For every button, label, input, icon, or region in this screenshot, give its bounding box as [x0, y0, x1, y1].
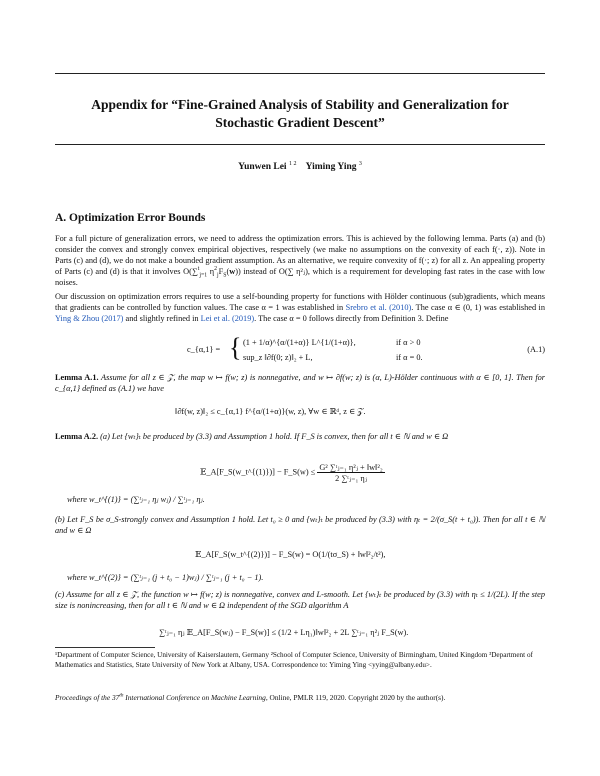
lemma-a2	[55, 431, 545, 442]
paragraph-1: For a full picture of generalization errors, we need to address the optimization errors. This is achieved by the following lemma. Parts (a) and (b) consider the convex and strongly convex empirical objectives, respectively (we make no assumptions on the convexity of each f(·, z)). Note in Parts (c) and (d), we do not make a bounded gradient assumption. As an alternative, we require convexity of f(·; z) for all z. An appealing property of Parts (c) and (d) is that it involves O(∑$^t_{j=1}$ $\eta^2_jF_S(w)$) instead of O(∑ η²ⱼ), which is a requirement for developing fast rates in the case with low noises.	[55, 234, 546, 288]
title-line-1: Appendix for “Fine-Grained Analysis of Stability and Generalization for	[91, 97, 509, 112]
proceedings-note	[55, 693, 545, 702]
equation-case-1: (1 + 1/α)^{α/(1+α)} L^{1/(1+α)},	[243, 338, 356, 347]
lemma-a2-part-c: (c) Assume for all z ∈ 𝒵, the function w ↦ f(w; z) is nonnegative, convex and L-smooth. Let {wₜ}ₜ be produced by (3.3) with ηₜ ≤ 1/(2L). If the step size is nonincreasing, then for all t ∈ ℕ and w ∈ Ω independent of the SGD algorithm A	[55, 590, 545, 611]
equation-number: (A.1)	[527, 345, 545, 354]
citation-link[interactable]: Lei et al. (2019)	[200, 314, 255, 324]
paper-page	[55, 0, 545, 776]
lemma-a2-equation-b: 𝔼_A[F_S(w_t^{(2)})] − F_S(w) = O(1/(tσ_S) + ‖w‖²₂/t²),	[195, 550, 386, 559]
equation-lhs: c_{α,1} =	[187, 345, 221, 354]
footnote-affiliations: ¹Department of Computer Science, University of Kaiserslautern, Germany ²School of Computer Science, University of Birmingham, United Kingdom ³Department of Mathematics and Statistics, State University of New York at Albany, USA. Correspondence to: Yiming Ying <yying@albany.edu>.	[55, 651, 533, 669]
lemma-part-a: (a) Let {wₜ}ₜ be produced by (3.3) and Assumption 1 hold. If F_S is convex, then for all t ∈ ℕ and w ∈ Ω	[100, 432, 449, 441]
paragraph-text: and slightly refined in	[125, 314, 199, 324]
author-name: Yunwen Lei	[238, 162, 287, 172]
equation-lhs: 𝔼_A[F_S(w_t^{(1)})] − F_S(w) ≤	[200, 467, 316, 477]
paragraph-text: . The case α = 0 follows directly from Definition 3. Define	[254, 314, 449, 324]
lemma-a1-equation: ‖∂f(w, z)‖₂ ≤ c_{α,1} f^{α/(1+α)}(w, z), ∀w ∈ ℝᵈ, z ∈ 𝒵.	[175, 407, 366, 416]
paragraph-text: instead of O(∑ η²ⱼ), which is a requirement for developing fast rates in the case with low noises.	[55, 267, 546, 288]
lemma-label: Lemma A.1.	[55, 373, 99, 382]
author-affiliation-marks: 3	[358, 160, 362, 167]
title-rule-bottom	[55, 144, 545, 145]
equation-case-2: sup_z ‖∂f(0; z)‖₂ + L,	[243, 353, 313, 362]
paragraph-2	[55, 291, 545, 324]
paragraph-text: . The case α ∈ (0, 1) was established in	[411, 303, 545, 313]
fraction-numerator: G² ∑ᵗⱼ₌₁ η²ⱼ + ‖w‖²₂	[319, 463, 383, 472]
lemma-a2-part-b: (b) Let F_S be σ_S-strongly convex and Assumption 1 hold. Let t₀ ≥ 0 and {wₜ}ₜ be produced by (3.3) with ηₜ = 2/(σ_S(t + t₀)). Then for all t ∈ ℕ and w ∈ Ω	[55, 515, 545, 536]
lemma-a2-equation-c: ∑ᵗⱼ₌₁ ηⱼ 𝔼_A[F_S(wⱼ) − F_S(w)] ≤ (1/2 + Lη₁)‖w‖²₂ + 2L ∑ᵗⱼ₌₁ η²ⱼ F_S(w).	[159, 628, 409, 637]
section-heading: A. Optimization Error Bounds	[55, 212, 206, 224]
footnote-rule	[55, 647, 155, 648]
citation-link[interactable]: Ying & Zhou (2017)	[55, 314, 124, 324]
lemma-text: Assume for all z ∈ 𝒵, the map w ↦ f(w; z) is nonnegative, and w ↦ ∂f(w; z) is (α, L)-Hölder continuous with α ∈ [0, 1]. Then for c_{α,1} defined as (A.1) we have	[55, 373, 546, 394]
brace-symbol: {	[229, 333, 242, 362]
author-list	[55, 162, 545, 172]
author-name: Yiming Ying	[305, 162, 357, 172]
paper-title	[55, 96, 545, 132]
citation-link[interactable]: Srebro et al. (2010)	[345, 303, 412, 313]
title-rule-top	[55, 73, 545, 74]
proceedings-text: Proceedings of the 37	[55, 693, 120, 702]
paragraph-text: Our discussion on optimization errors requires to use a self-bounding property for functions with Hölder continuous (sub)gradients, which means that gradients can be controlled by function values. The case α = 1 was established in	[55, 292, 545, 313]
equation-fraction	[317, 462, 384, 483]
proceedings-text: , Online, PMLR 119, 2020. Copyright 2020 by the author(s).	[265, 693, 446, 702]
fraction-denominator: 2 ∑ᵗⱼ₌₁ ηⱼ	[335, 474, 367, 483]
lemma-a2-where-b: where w_t^{(2)} = (∑ᵗⱼ₌₁ (j + t₀ − 1)wⱼ) / ∑ᵗⱼ₌₁ (j + t₀ − 1).	[67, 573, 264, 582]
equation-case-1-condition: if α > 0	[396, 338, 421, 347]
equation-case-2-condition: if α = 0.	[396, 353, 423, 362]
proceedings-sup: th	[119, 692, 124, 699]
lemma-a2-where-a: where w_t^{(1)} = (∑ᵗⱼ₌₁ ηⱼ wⱼ) / ∑ᵗⱼ₌₁ ηⱼ.	[67, 495, 205, 504]
author-affiliation-marks: 1 2	[288, 160, 297, 167]
lemma-a1	[55, 372, 545, 394]
title-line-2: Stochastic Gradient Descent”	[215, 115, 385, 130]
proceedings-text: International Conference on Machine Learning	[123, 693, 266, 702]
lemma-a2-equation-a	[200, 462, 385, 483]
lemma-label: Lemma A.2.	[55, 432, 99, 441]
paragraph-text: For a full picture of generalization errors, we need to address the optimization errors. This is achieved by the following lemma. Parts (a) and (b) consider the convex and strongly convex empirical objectives, respectively (we make no assumptions on the convexity of each f(·, z)). Note in Parts (c) and (d), we do not make a bounded gradient assumption. As an alternative, we require convexity of f(·; z) for all z. An appealing property of Parts (c) and (d) is that it involves O(∑	[55, 234, 545, 277]
